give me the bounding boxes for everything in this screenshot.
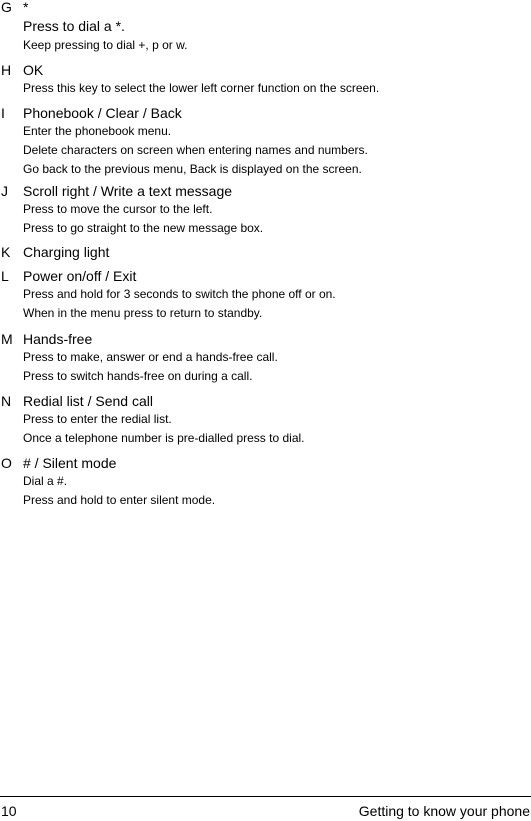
entry-letter: K — [1, 244, 11, 260]
entry-i — [0, 104, 368, 179]
entry-l — [0, 267, 336, 323]
entry-line: Enter the phonebook menu. — [23, 124, 172, 138]
entry-title: Hands-free — [23, 331, 93, 347]
entry-line: Keep pressing to dial +, p or w. — [23, 38, 188, 52]
entry-line: Press to dial a *. — [23, 18, 125, 34]
entry-line: Dial a #. — [23, 474, 68, 488]
entry-line: Press this key to select the lower left corner function on the screen. — [23, 81, 380, 95]
entry-letter: J — [1, 183, 8, 199]
entry-letter: H — [1, 62, 12, 78]
entry-line: Press and hold for 3 seconds to switch the phone off or on. — [23, 287, 336, 301]
entry-line: Press to make, answer or end a hands-free call. — [23, 350, 278, 364]
entry-letter: I — [1, 105, 5, 121]
entry-title: # / Silent mode — [23, 455, 117, 471]
entry-title: Charging light — [23, 244, 110, 260]
entry-letter: O — [1, 455, 12, 471]
entry-g — [0, 0, 187, 55]
page-number: 10 — [1, 803, 17, 819]
entry-line: Press to switch hands-free on during a call. — [23, 369, 253, 383]
entry-line: When in the menu press to return to standby. — [23, 306, 263, 320]
entry-title: * — [23, 0, 29, 15]
entry-n — [0, 392, 305, 448]
entry-h — [0, 61, 379, 98]
entry-line: Go back to the previous menu, Back is displayed on the screen. — [23, 162, 362, 176]
footer-section-title: Getting to know your phone — [358, 803, 530, 819]
entry-title: Phonebook / Clear / Back — [23, 105, 182, 121]
entry-line: Press to enter the redial list. — [23, 412, 172, 426]
entry-letter: L — [1, 268, 9, 284]
entry-k — [0, 243, 109, 261]
entry-line: Once a telephone number is pre-dialled press to dial. — [23, 431, 305, 445]
entry-title: Scroll right / Write a text message — [23, 183, 233, 199]
entry-line: Delete characters on screen when entering names and numbers. — [23, 143, 368, 157]
entry-title: Power on/off / Exit — [23, 268, 137, 284]
footer-divider — [0, 796, 531, 797]
entry-title: Redial list / Send call — [23, 393, 153, 409]
entry-j — [0, 182, 263, 238]
entry-line: Press to go straight to the new message box. — [23, 221, 264, 235]
entry-letter: M — [1, 331, 13, 347]
entry-line: Press and hold to enter silent mode. — [23, 493, 216, 507]
entry-letter: N — [1, 393, 12, 409]
entry-o — [0, 454, 215, 510]
entry-line: Press to move the cursor to the left. — [23, 202, 213, 216]
entry-title: OK — [23, 62, 44, 78]
entry-letter: G — [1, 0, 12, 15]
entry-m — [0, 330, 278, 386]
